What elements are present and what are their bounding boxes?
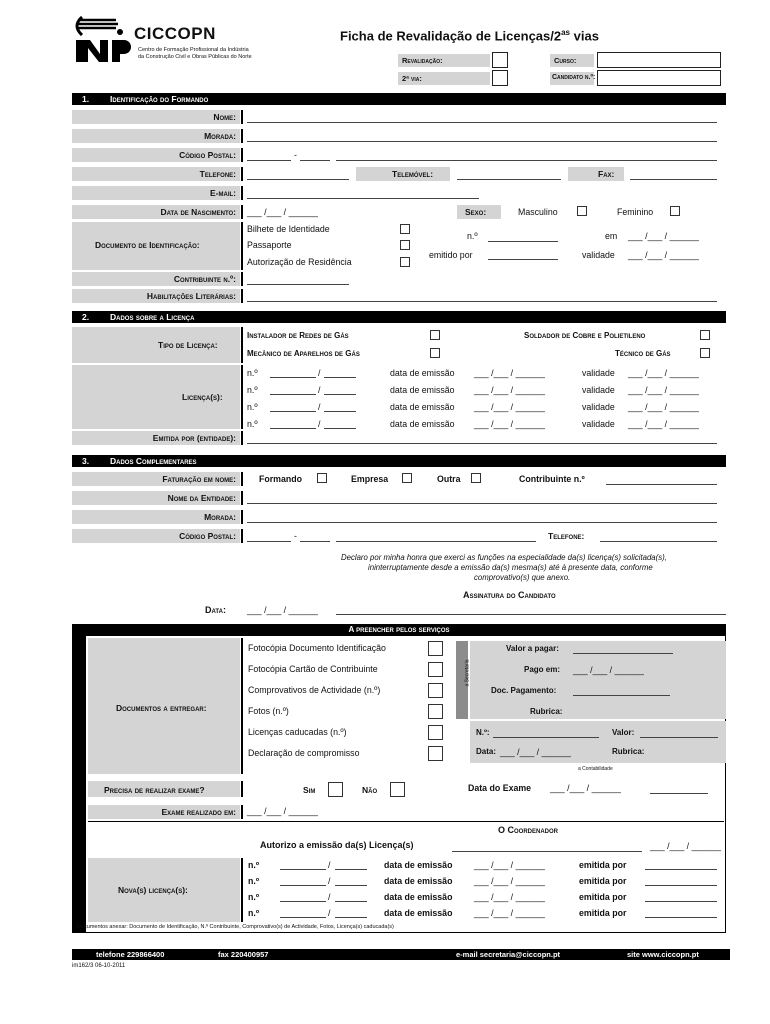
outra-checkbox[interactable] [471, 473, 481, 483]
logo-text: CICCOPN [134, 24, 216, 43]
novas-label: Nova(s) licença(s): [118, 885, 188, 895]
entidade-morada-label: Morada: [72, 510, 240, 524]
pago-em-field[interactable]: ___ /___ / ______ [573, 665, 644, 675]
licenca-numero-field[interactable] [270, 428, 316, 429]
autorizo-date-field[interactable]: ___ /___ / ______ [650, 841, 721, 851]
secretaria-label: a Secretaria [464, 659, 471, 687]
logo-sub1: Centro de Formação Profissional da Indústria [138, 47, 249, 53]
fax-field[interactable] [630, 179, 717, 180]
doc-em-date[interactable]: ___ /___ / ______ [628, 231, 699, 241]
section-2-header [72, 311, 726, 323]
coordenador-assinatura-field[interactable] [452, 851, 642, 852]
nova-data-emissao-label: data de emissão [384, 860, 453, 870]
assinatura-label: Assinatura do Candidato [463, 590, 556, 600]
nome-label: Nome: [72, 110, 240, 124]
emitido-por-label: emitido por [429, 250, 473, 260]
servicos-divider [88, 821, 724, 822]
nova-numero-field-b[interactable] [335, 917, 367, 918]
candidato-field[interactable] [597, 70, 721, 86]
licenca-validade-label: validade [582, 402, 615, 412]
nova-data-emissao-label: data de emissão [384, 876, 453, 886]
documentos-anexar-note: Documentos anexar: Documento de Identificação, N.º Contribuinte, Comprovativo(s) de Actividade, Fotos, Licença(s) caducada(s) [77, 924, 394, 930]
licenca-numero-label: n.º [247, 402, 258, 412]
nova-data-emissao-field[interactable]: ___ /___ / ______ [474, 892, 545, 902]
section-3-title: Dados Complementares [110, 456, 197, 466]
licenca-numero-field-b[interactable] [324, 394, 356, 395]
nova-numero-field[interactable] [280, 901, 326, 902]
section-1-number: 1. [82, 94, 90, 104]
nome-entidade-field[interactable] [247, 503, 717, 504]
contab-data-field[interactable]: ___ /___ / ______ [500, 747, 571, 757]
revalidacao-checkbox[interactable] [492, 52, 508, 68]
nova-emitida-por-label: emitida por [579, 908, 627, 918]
licenca-data-emissao-label: data de emissão [390, 402, 455, 412]
section-1-title: Identificação do Formando [110, 94, 209, 104]
soldador-checkbox[interactable] [700, 330, 710, 340]
tipo-licenca-label: Tipo de Licença: [158, 340, 218, 350]
contab-valor-label: Valor: [612, 728, 635, 737]
licenca-data-emissao-field[interactable]: ___ /___ / ______ [474, 419, 545, 429]
instalador-label: Instalador de Redes de Gás [247, 331, 349, 340]
masculino-checkbox[interactable] [577, 206, 587, 216]
title-main: Ficha de Revalidação de Licenças/2 [340, 28, 562, 44]
emitida-por-field[interactable] [247, 443, 717, 444]
passaporte-checkbox[interactable] [400, 240, 410, 250]
exame-realizado-label: Exame realizado em: [88, 805, 240, 819]
licenca-validade-field[interactable]: ___ /___ / ______ [628, 368, 699, 378]
nova-emitida-por-field[interactable] [645, 885, 717, 886]
declaracao-line-3: comprovativo(s) que anexo. [474, 573, 571, 582]
contab-numero-field[interactable] [493, 737, 599, 738]
section-2-number: 2. [82, 312, 90, 322]
feminino-label: Feminino [617, 207, 654, 217]
nova-numero-field[interactable] [280, 885, 326, 886]
licenca-numero-label: n.º [247, 419, 258, 429]
contab-valor-field[interactable] [640, 737, 718, 738]
footer-site[interactable]: site www.ciccopn.pt [627, 950, 699, 959]
footer-email[interactable]: e-mail secretaria@ciccopn.pt [456, 950, 561, 959]
licenca-numero-field[interactable] [270, 394, 316, 395]
codigo-postal-label: Código Postal: [72, 148, 240, 162]
nova-numero-label: n.º [248, 892, 260, 902]
bi-checkbox[interactable] [400, 224, 410, 234]
empresa-option-label: Empresa [351, 474, 389, 484]
rubrica-label: Rubrica: [530, 707, 563, 716]
pago-em-label: Pago em: [524, 665, 561, 674]
doc-validade-label: validade [582, 250, 615, 260]
doc-pagamento-field[interactable] [573, 695, 670, 696]
nova-data-emissao-label: data de emissão [384, 908, 453, 918]
documento-item-label: Licenças caducadas (n.º) [248, 727, 347, 737]
codigo-postal-dash: - [294, 150, 297, 160]
documento-item-label: Fotocópia Cartão de Contribuinte [248, 664, 378, 674]
passaporte-label: Passaporte [247, 240, 292, 250]
localidade-field[interactable] [336, 160, 717, 161]
logo-sub2: da Construção Civil e Obras Públicas do Norte [138, 54, 252, 60]
licenca-numero-field-b[interactable] [324, 411, 356, 412]
licenca-data-emissao-field[interactable]: ___ /___ / ______ [474, 385, 545, 395]
nova-data-emissao-label: data de emissão [384, 892, 453, 902]
fat-contribuinte-label: Contribuinte n.º [519, 474, 585, 484]
licenca-data-emissao-label: data de emissão [390, 419, 455, 429]
documento-item-label: Fotocópia Documento Identificação [248, 643, 386, 653]
servicos-title: A preencher pelos serviços [348, 625, 450, 634]
nova-numero-field-b[interactable] [335, 869, 367, 870]
habilitacoes-label: Habilitações Literárias: [72, 289, 240, 303]
valor-pagar-label: Valor a pagar: [506, 644, 559, 653]
nova-slash: / [328, 908, 331, 918]
nova-numero-field-b[interactable] [335, 901, 367, 902]
nao-label: Não [362, 785, 378, 795]
fax-label-bg [568, 167, 624, 181]
documento-item-checkbox[interactable] [428, 746, 443, 761]
servicos-left-bar [72, 636, 86, 932]
email-field[interactable] [247, 198, 479, 199]
contab-data-label: Data: [476, 747, 497, 756]
contabilidade-label: a Contabilidade [578, 766, 613, 772]
precisa-exame-label: Precisa de realizar exame? [104, 785, 205, 795]
nome-entidade-label: Nome da Entidade: [72, 491, 240, 505]
autorizo-label: Autorizo a emissão da(s) Licença(s) [260, 840, 414, 850]
doc-validade-date[interactable]: ___ /___ / ______ [628, 250, 699, 260]
nova-data-emissao-field[interactable]: ___ /___ / ______ [474, 876, 545, 886]
licenca-validade-label: validade [582, 385, 615, 395]
licenca-numero-label: n.º [247, 385, 258, 395]
documento-item-label: Comprovativos de Actividade (n.º) [248, 685, 381, 695]
entidade-codigo-postal-label: Código Postal: [72, 529, 240, 543]
valor-pagar-field[interactable] [573, 653, 673, 654]
nova-emitida-por-field[interactable] [645, 869, 717, 870]
documento-item-label: Fotos (n.º) [248, 706, 289, 716]
nova-emitida-por-label: emitida por [579, 892, 627, 902]
emitida-por-label: Emitida por (entidade): [72, 431, 240, 445]
nova-emitida-por-field[interactable] [645, 917, 717, 918]
section-3-number: 3. [82, 456, 90, 466]
entidade-localidade-field[interactable] [336, 541, 536, 542]
sexo-label: Sexo: [465, 207, 487, 217]
telemovel-label: Telemóvel: [392, 169, 434, 179]
licenca-validade-field[interactable]: ___ /___ / ______ [628, 402, 699, 412]
entidade-cp-dash: - [294, 531, 297, 541]
email-label: E-mail: [72, 186, 240, 200]
data-label: Data: [205, 605, 226, 615]
data-nascimento-field[interactable]: ___ /___ / ______ [247, 207, 318, 217]
nova-slash: / [328, 860, 331, 870]
hora-exame-field[interactable] [650, 793, 708, 794]
title-end: vias [570, 28, 599, 44]
entidade-telefone-field[interactable] [600, 541, 717, 542]
documento-item-label: Declaração de compromisso [248, 748, 360, 758]
data-field[interactable]: ___ /___ / ______ [247, 605, 318, 615]
documento-item-checkbox[interactable] [428, 683, 443, 698]
masculino-label: Masculino [518, 207, 558, 217]
licencas-label: Licença(s): [182, 392, 223, 402]
tecnico-checkbox[interactable] [700, 348, 710, 358]
codigo-postal-field-b[interactable] [300, 160, 330, 161]
doc-em-label: em [605, 231, 618, 241]
data-exame-label: Data do Exame [468, 783, 532, 793]
footer-fax: fax 220400957 [218, 950, 269, 959]
tipo-licenca-rule [241, 327, 243, 363]
footer-bar [72, 949, 730, 960]
declaracao-line-1: Declaro por minha honra que exerci as funções na especialidade da(s) licença(s) solicitada(s), [341, 553, 667, 562]
contab-rubrica-label: Rubrica: [612, 747, 645, 756]
formando-option-label: Formando [259, 474, 303, 484]
data-nascimento-label: Data de Nascimento: [72, 205, 240, 219]
telefone-label: Telefone: [72, 167, 240, 181]
outra-option-label: Outra [437, 474, 461, 484]
nova-numero-field-b[interactable] [335, 885, 367, 886]
entidade-telefone-label: Telefone: [548, 531, 585, 541]
licenca-validade-field[interactable]: ___ /___ / ______ [628, 419, 699, 429]
codigo-postal-field-a[interactable] [247, 160, 291, 161]
nova-emitida-por-field[interactable] [645, 901, 717, 902]
licenca-numero-field-b[interactable] [324, 377, 356, 378]
doc-id-label-rule [241, 222, 243, 270]
data-exame-field[interactable]: ___ /___ / ______ [550, 783, 621, 793]
instalador-checkbox[interactable] [430, 330, 440, 340]
morada-field[interactable] [247, 141, 717, 142]
candidato-label: Candidato n.º: [552, 74, 596, 81]
licenca-slash: / [318, 402, 321, 412]
sim-checkbox[interactable] [328, 782, 343, 797]
telemovel-field[interactable] [457, 179, 561, 180]
licenca-validade-field[interactable]: ___ /___ / ______ [628, 385, 699, 395]
nova-data-emissao-field[interactable]: ___ /___ / ______ [474, 908, 545, 918]
licenca-numero-field-b[interactable] [324, 428, 356, 429]
novas-rule [241, 858, 243, 922]
curso-label: Curso: [554, 56, 577, 65]
declaracao-line-2: ininterruptamente desde a emissão da(s) mesma(s) até à presente data, conforme [368, 563, 653, 572]
curso-field[interactable] [597, 52, 721, 68]
telefone-field[interactable] [247, 179, 349, 180]
licenca-data-emissao-field[interactable]: ___ /___ / ______ [474, 368, 545, 378]
nao-checkbox[interactable] [390, 782, 405, 797]
tecnico-label: Técnico de Gás [615, 349, 671, 358]
mecanico-checkbox[interactable] [430, 348, 440, 358]
sim-label: Sim [303, 785, 316, 795]
documento-item-checkbox[interactable] [428, 662, 443, 677]
documento-item-checkbox[interactable] [428, 641, 443, 656]
servicos-header [72, 624, 726, 636]
licenca-numero-label: n.º [247, 368, 258, 378]
documento-item-checkbox[interactable] [428, 725, 443, 740]
title-sup: as [561, 28, 571, 37]
nova-slash: / [328, 892, 331, 902]
section-1-header [72, 93, 726, 105]
section-3-header [72, 455, 726, 467]
soldador-label: Soldador de Cobre e Polietileno [524, 331, 646, 340]
page-title [340, 28, 599, 43]
revalidacao-label: Revalidação: [402, 56, 443, 65]
doc-id-label: Documento de Identificação: [95, 240, 200, 250]
logo [72, 14, 282, 70]
licenca-slash: / [318, 368, 321, 378]
licenca-data-emissao-label: data de emissão [390, 385, 455, 395]
aut-residencia-checkbox[interactable] [400, 257, 410, 267]
nova-numero-field[interactable] [280, 917, 326, 918]
licenca-validade-label: validade [582, 368, 615, 378]
feminino-checkbox[interactable] [670, 206, 680, 216]
entidade-cp-field-a[interactable] [247, 541, 291, 542]
fat-contribuinte-field[interactable] [606, 484, 717, 485]
formando-checkbox[interactable] [317, 473, 327, 483]
doc-numero-label: n.º [467, 231, 478, 241]
doc-pagamento-label: Doc. Pagamento: [491, 686, 557, 695]
documentos-rule [241, 638, 243, 774]
entidade-morada-field[interactable] [247, 522, 717, 523]
faturacao-label: Faturação em nome: [72, 472, 240, 486]
entidade-cp-field-b[interactable] [300, 541, 330, 542]
nova-numero-label: n.º [248, 876, 260, 886]
section-2-title: Dados sobre a Licença [110, 312, 195, 322]
contab-numero-label: N.º: [476, 728, 490, 737]
licenca-numero-field[interactable] [270, 377, 316, 378]
coordenador-label: O Coordenador [498, 825, 559, 835]
nova-slash: / [328, 876, 331, 886]
licenca-validade-label: validade [582, 419, 615, 429]
licenca-numero-field[interactable] [270, 411, 316, 412]
nova-emitida-por-label: emitida por [579, 860, 627, 870]
logo-mark-icon [72, 14, 132, 66]
contribuinte-label: Contribuinte n.º: [72, 272, 240, 286]
contribuinte-field[interactable] [247, 284, 349, 285]
nova-data-emissao-field[interactable]: ___ /___ / ______ [474, 860, 545, 870]
bi-label: Bilhete de Identidade [247, 224, 330, 234]
documento-item-checkbox[interactable] [428, 704, 443, 719]
aut-residencia-label: Autorização de Residência [247, 257, 352, 267]
nova-emitida-por-label: emitida por [579, 876, 627, 886]
fax-label: Fax: [598, 169, 615, 179]
exame-realizado-field[interactable]: ___ /___ / ______ [247, 806, 318, 816]
licenca-slash: / [318, 419, 321, 429]
form-reference: im162/3 06-10-2011 [72, 963, 126, 969]
segunda-via-label: 2ª via: [402, 74, 422, 83]
licenca-slash: / [318, 385, 321, 395]
documentos-label: Documentos a entregar: [116, 703, 207, 713]
doc-numero-field[interactable] [488, 241, 558, 242]
nova-numero-label: n.º [248, 908, 260, 918]
segunda-via-checkbox[interactable] [492, 70, 508, 86]
licencas-rule [241, 365, 243, 429]
nova-numero-label: n.º [248, 860, 260, 870]
assinatura-field[interactable] [336, 614, 726, 615]
licenca-data-emissao-label: data de emissão [390, 368, 455, 378]
emitido-por-field[interactable] [488, 259, 558, 260]
mecanico-label: Mecânico de Aparelhos de Gás [247, 349, 360, 358]
licenca-data-emissao-field[interactable]: ___ /___ / ______ [474, 402, 545, 412]
habilitacoes-field[interactable] [247, 301, 717, 302]
empresa-checkbox[interactable] [402, 473, 412, 483]
nome-field[interactable] [247, 122, 717, 123]
footer-telefone: telefone 229866400 [96, 950, 165, 959]
morada-label: Morada: [72, 129, 240, 143]
exame-label-rule [241, 781, 243, 797]
nova-numero-field[interactable] [280, 869, 326, 870]
